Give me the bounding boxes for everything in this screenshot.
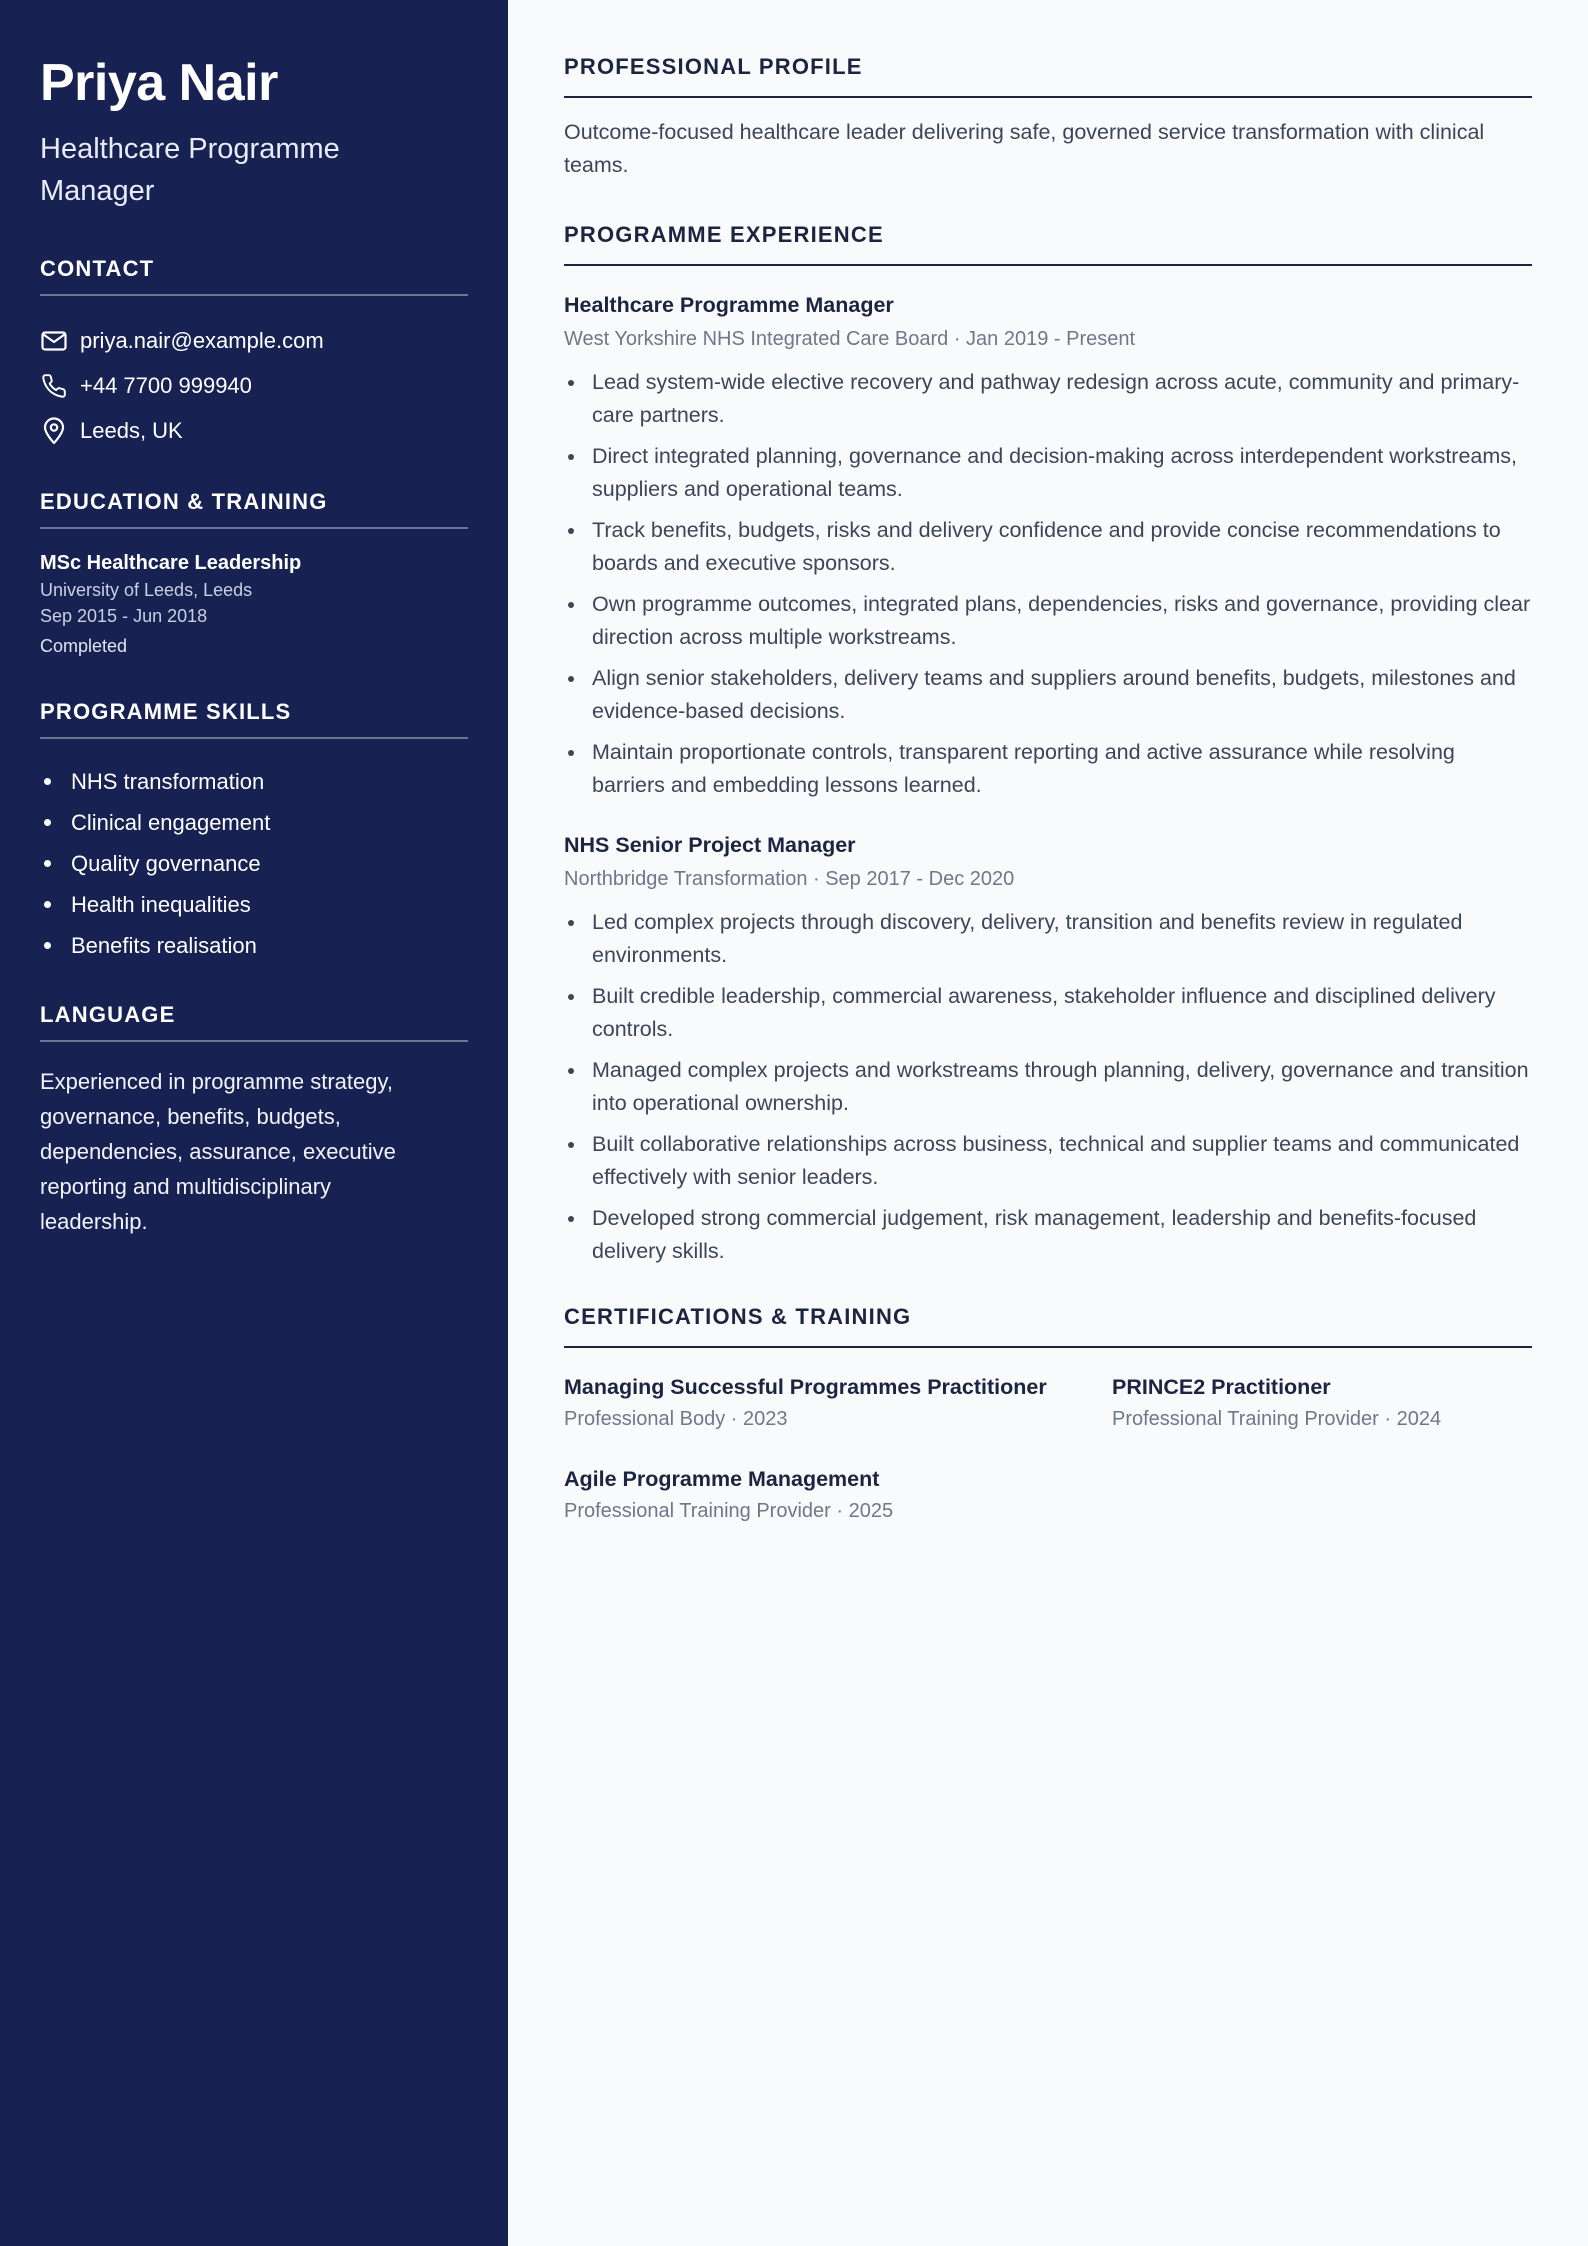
phone-icon [40, 372, 68, 400]
job-bullet [564, 514, 1532, 580]
job-meta: West Yorkshire NHS Integrated Care Board · Jan 2019 - Present [564, 328, 1136, 350]
certification-meta: Professional Body · 2023 [564, 1408, 788, 1430]
skill-item [40, 843, 468, 884]
skill-label: Health inequalities [71, 892, 251, 917]
bullet-dot [44, 819, 51, 826]
bullet-text: Managed complex projects and workstreams through planning, delivery, governance and transition into operational ownership. [592, 1058, 1529, 1115]
bullet-text: Built credible leadership, commercial awareness, stakeholder influence and disciplined delivery controls. [592, 984, 1496, 1041]
contact-phone[interactable]: +44 7700 999940 [80, 372, 252, 398]
education-degree: MSc Healthcare Leadership [40, 552, 302, 574]
bullet-text: Developed strong commercial judgement, risk management, leadership and benefits-focused delivery skills. [592, 1206, 1477, 1263]
education-dates: Sep 2015 - Jun 2018 [40, 606, 208, 626]
skill-label: Quality governance [71, 851, 261, 876]
job-bullet [564, 1128, 1532, 1194]
bullet-text: Align senior stakeholders, delivery teams and suppliers around benefits, budgets, milestones and evidence-based decisions. [592, 666, 1516, 723]
job-meta: Northbridge Transformation · Sep 2017 - Dec 2020 [564, 868, 1015, 890]
candidate-name: Priya Nair [40, 54, 278, 112]
bullet-text: Direct integrated planning, governance and decision-making across interdependent workstreams, suppliers and operational teams. [592, 444, 1518, 501]
skill-label: Clinical engagement [71, 810, 271, 835]
contact-location: Leeds, UK [80, 417, 183, 443]
language-text: Experienced in programme strategy, governance, benefits, budgets, dependencies, assurance, executive reporting and multidisciplinary leadership. [40, 1069, 396, 1234]
skill-label: Benefits realisation [71, 933, 257, 958]
certification-item [1112, 1372, 1532, 1434]
contact-location-row [40, 408, 468, 453]
bullet-text: Built collaborative relationships across business, technical and supplier teams and communicated effectively with senior leaders. [592, 1132, 1520, 1189]
skill-label: NHS transformation [71, 769, 265, 794]
skill-item [40, 761, 468, 802]
bullet-dot [568, 1068, 574, 1074]
bullet-text: Led complex projects through discovery, delivery, transition and benefits review in regulated environments. [592, 910, 1463, 967]
contact-heading: CONTACT [40, 256, 468, 296]
profile-heading: PROFESSIONAL PROFILE [564, 54, 1532, 98]
education-status: Completed [40, 636, 128, 656]
job-bullets [564, 906, 1532, 1268]
certifications-grid [564, 1372, 1532, 1526]
sidebar [0, 0, 508, 2246]
bullet-dot [568, 750, 574, 756]
certification-meta: Professional Training Provider · 2025 [564, 1500, 894, 1522]
bullet-text: Own programme outcomes, integrated plans, dependencies, risks and governance, providing clear direction across multiple workstreams. [592, 592, 1531, 649]
job-bullet [564, 906, 1532, 972]
bullet-dot [44, 860, 51, 867]
job-bullet [564, 980, 1532, 1046]
skill-item [40, 925, 468, 966]
certification-item [564, 1372, 1112, 1434]
skills-list [40, 761, 468, 966]
certification-item [564, 1464, 1112, 1526]
bullet-dot [568, 602, 574, 608]
job-bullet [564, 736, 1532, 802]
education-heading: EDUCATION & TRAINING [40, 489, 468, 529]
job-bullet [564, 366, 1532, 432]
candidate-role: Healthcare Programme Manager [40, 133, 340, 207]
bullet-text: Track benefits, budgets, risks and delivery confidence and provide concise recommendations to boards and executive sponsors. [592, 518, 1501, 575]
job-bullet [564, 1054, 1532, 1120]
location-pin-icon [40, 417, 68, 445]
bullet-dot [568, 454, 574, 460]
job-bullets [564, 366, 1532, 802]
bullet-dot [568, 380, 574, 386]
certification-meta: Professional Training Provider · 2024 [1112, 1408, 1442, 1430]
education-institution: University of Leeds, Leeds [40, 580, 253, 600]
bullet-dot [44, 901, 51, 908]
job-title: NHS Senior Project Manager [564, 833, 856, 857]
certification-name: PRINCE2 Practitioner [1112, 1375, 1331, 1399]
main-content [564, 54, 1532, 1526]
bullet-dot [568, 1142, 574, 1148]
bullet-dot [44, 942, 51, 949]
mail-icon [40, 327, 68, 355]
job-title: Healthcare Programme Manager [564, 293, 894, 317]
bullet-dot [44, 778, 51, 785]
job-bullet [564, 440, 1532, 506]
skills-heading: PROGRAMME SKILLS [40, 699, 468, 739]
experience-heading: PROGRAMME EXPERIENCE [564, 222, 1532, 266]
bullet-dot [568, 676, 574, 682]
profile-text: Outcome-focused healthcare leader delivering safe, governed service transformation with clinical teams. [564, 120, 1485, 177]
certification-name: Agile Programme Management [564, 1467, 880, 1491]
bullet-text: Maintain proportionate controls, transparent reporting and active assurance while resolving barriers and embedding lessons learned. [592, 740, 1455, 797]
bullet-text: Lead system-wide elective recovery and pathway redesign across acute, community and primary-care partners. [592, 370, 1520, 427]
bullet-dot [568, 920, 574, 926]
skill-item [40, 884, 468, 925]
contact-email-row[interactable] [40, 318, 468, 363]
job-bullet [564, 588, 1532, 654]
job-bullet [564, 662, 1532, 728]
job-bullet [564, 1202, 1532, 1268]
bullet-dot [568, 1216, 574, 1222]
certifications-heading: CERTIFICATIONS & TRAINING [564, 1304, 1532, 1348]
contact-phone-row[interactable] [40, 363, 468, 408]
bullet-dot [568, 994, 574, 1000]
certification-name: Managing Successful Programmes Practitioner [564, 1375, 1047, 1399]
bullet-dot [568, 528, 574, 534]
skill-item [40, 802, 468, 843]
language-heading: LANGUAGE [40, 1002, 468, 1042]
contact-email[interactable]: priya.nair@example.com [80, 327, 324, 353]
